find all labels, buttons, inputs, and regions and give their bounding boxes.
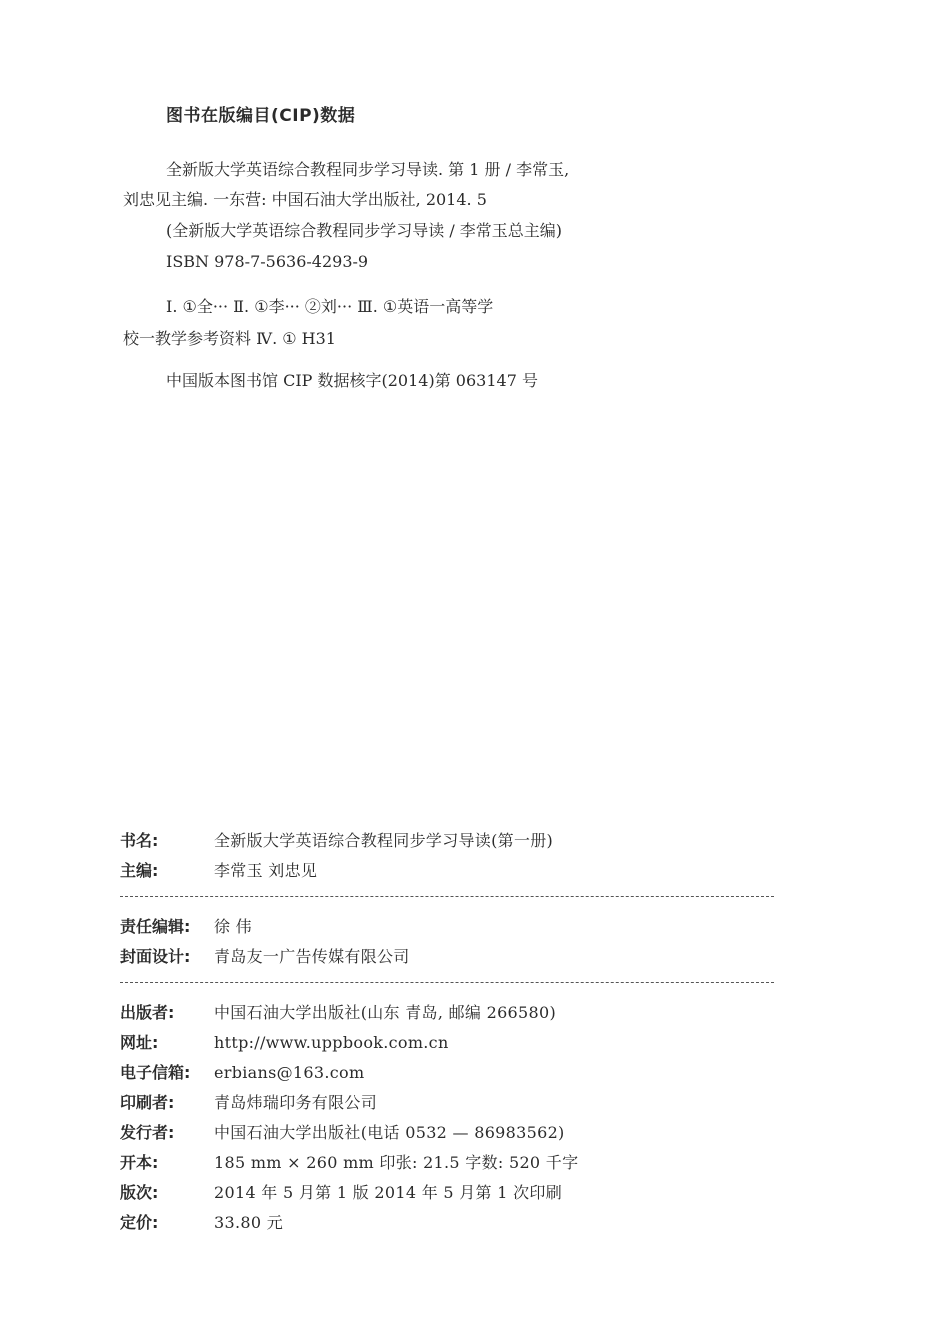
cip-line-editors: 刘忠见主编. 一东营: 中国石油大学出版社, 2014. 5: [123, 190, 487, 209]
info-row-price: [120, 1210, 283, 1234]
info-row-distributor: [120, 1120, 565, 1144]
info-label: 版次:: [120, 1183, 159, 1202]
info-row-printer: [120, 1090, 377, 1114]
info-label: 责任编辑:: [120, 917, 191, 936]
info-value: 全新版大学英语综合教程同步学习导读(第一册): [214, 831, 554, 850]
info-label: 封面设计:: [120, 947, 191, 966]
info-value: 33.80 元: [214, 1213, 283, 1232]
info-label: 开本:: [120, 1153, 159, 1172]
info-label: 印刷者:: [120, 1093, 175, 1112]
info-row-edition: [120, 1180, 562, 1204]
info-label: 发行者:: [120, 1123, 175, 1142]
cip-line-classification: Ⅰ. ①全··· Ⅱ. ①李··· ②刘··· Ⅲ. ①英语一高等学: [166, 297, 494, 316]
info-label: 电子信箱:: [120, 1063, 191, 1082]
cip-line-title: 全新版大学英语综合教程同步学习导读. 第 1 册 / 李常玉,: [166, 160, 570, 179]
info-row-email: [120, 1060, 364, 1084]
info-row-responsible-editor: [120, 914, 252, 938]
cip-line-series: (全新版大学英语综合教程同步学习导读 / 李常玉总主编): [166, 221, 563, 240]
divider: [120, 982, 774, 983]
info-value: 中国石油大学出版社(电话 0532 — 86983562): [214, 1123, 565, 1142]
cip-line-record-number: 中国版本图书馆 CIP 数据核字(2014)第 063147 号: [166, 371, 538, 390]
divider: [120, 896, 774, 897]
info-value: 185 mm × 260 mm 印张: 21.5 字数: 520 千字: [214, 1153, 579, 1172]
info-row-publisher: [120, 1000, 556, 1024]
info-value: 徐 伟: [214, 917, 252, 936]
info-label: 定价:: [120, 1213, 159, 1232]
info-row-editor: [120, 858, 317, 882]
cip-line-isbn: ISBN 978-7-5636-4293-9: [166, 252, 369, 271]
info-row-cover-design: [120, 944, 410, 968]
info-label: 书名:: [120, 831, 159, 850]
cip-title: 图书在版编目(CIP)数据: [166, 106, 356, 126]
info-label: 主编:: [120, 861, 159, 880]
info-value: 中国石油大学出版社(山东 青岛, 邮编 266580): [214, 1003, 557, 1022]
cip-line-classification-cont: 校一教学参考资料 Ⅳ. ① H31: [123, 329, 336, 348]
info-value: http://www.uppbook.com.cn: [214, 1033, 449, 1052]
info-label: 网址:: [120, 1033, 159, 1052]
info-row-website: [120, 1030, 449, 1054]
info-label: 出版者:: [120, 1003, 175, 1022]
info-value: 2014 年 5 月第 1 版 2014 年 5 月第 1 次印刷: [214, 1183, 563, 1202]
info-value: erbians@163.com: [214, 1063, 365, 1082]
info-row-book-name: [120, 828, 553, 852]
info-value: 李常玉 刘忠见: [214, 861, 318, 880]
info-row-format: [120, 1150, 578, 1174]
info-value: 青岛炜瑞印务有限公司: [214, 1093, 378, 1112]
info-value: 青岛友一广告传媒有限公司: [214, 947, 410, 966]
